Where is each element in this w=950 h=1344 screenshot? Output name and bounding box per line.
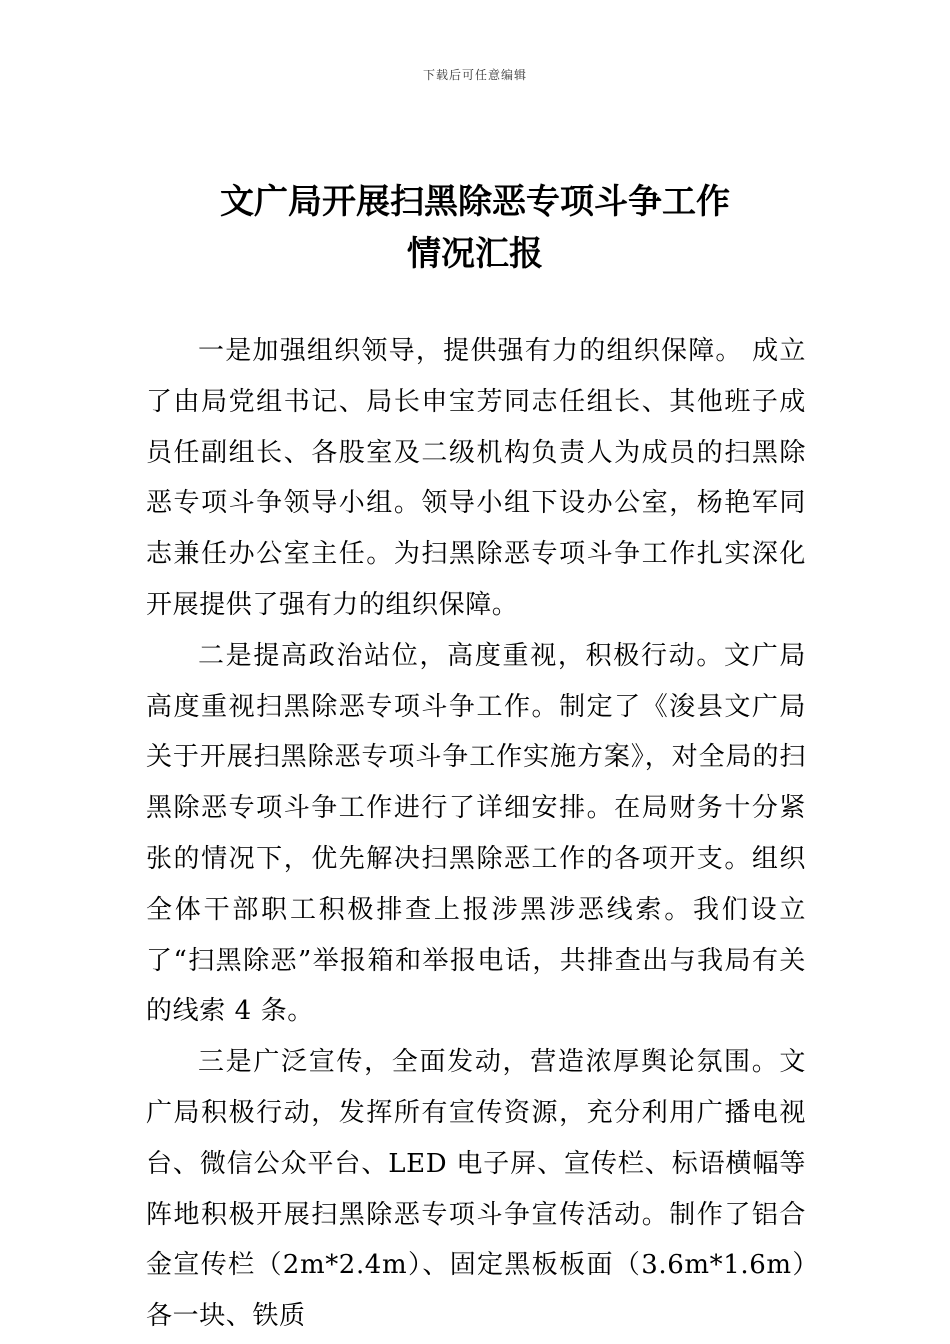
- document-body: [146, 326, 806, 1342]
- title-line-2: 情况汇报: [407, 234, 543, 274]
- document-title: [0, 176, 950, 280]
- paragraph-3: 三是广泛宣传，全面发动，营造浓厚舆论氛围。文广局积极行动，发挥所有宣传资源，充分利用广播电视台、微信公众平台、LED 电子屏、宣传栏、标语横幅等阵地积极开展扫黑除恶专项斗争宣传活动。制作了铝合金宣传栏（2m*2.4m）、固定黑板板面（3.6m*1.6m）各一块、铁质: [146, 1047, 806, 1332]
- paragraph-1: 一是加强组织领导，提供强有力的组织保障。 成立了由局党组书记、局长申宝芳同志任组长、其他班子成员任副组长、各股室及二级机构负责人为成员的扫黑除恶专项斗争领导小组。领导小组下设办公室，杨艳军同志兼任办公室主任。为扫黑除恶专项斗争工作扎实深化开展提供了强有力的组织保障。: [146, 336, 806, 620]
- paragraph-2: 二是提高政治站位，高度重视，积极行动。文广局高度重视扫黑除恶专项斗争工作。制定了《浚县文广局关于开展扫黑除恶专项斗争工作实施方案》，对全局的扫黑除恶专项斗争工作进行了详细安排。在局财务十分紧张的情况下，优先解决扫黑除恶工作的各项开支。组织全体干部职工积极排查上报涉黑涉恶线索。我们设立了“扫黑除恶”举报箱和举报电话，共排查出与我局有关的线索 4 条。: [146, 640, 806, 1027]
- header-note: 下载后可任意编辑: [422, 68, 527, 82]
- title-line-1: 文广局开展扫黑除恶专项斗争工作: [220, 182, 730, 222]
